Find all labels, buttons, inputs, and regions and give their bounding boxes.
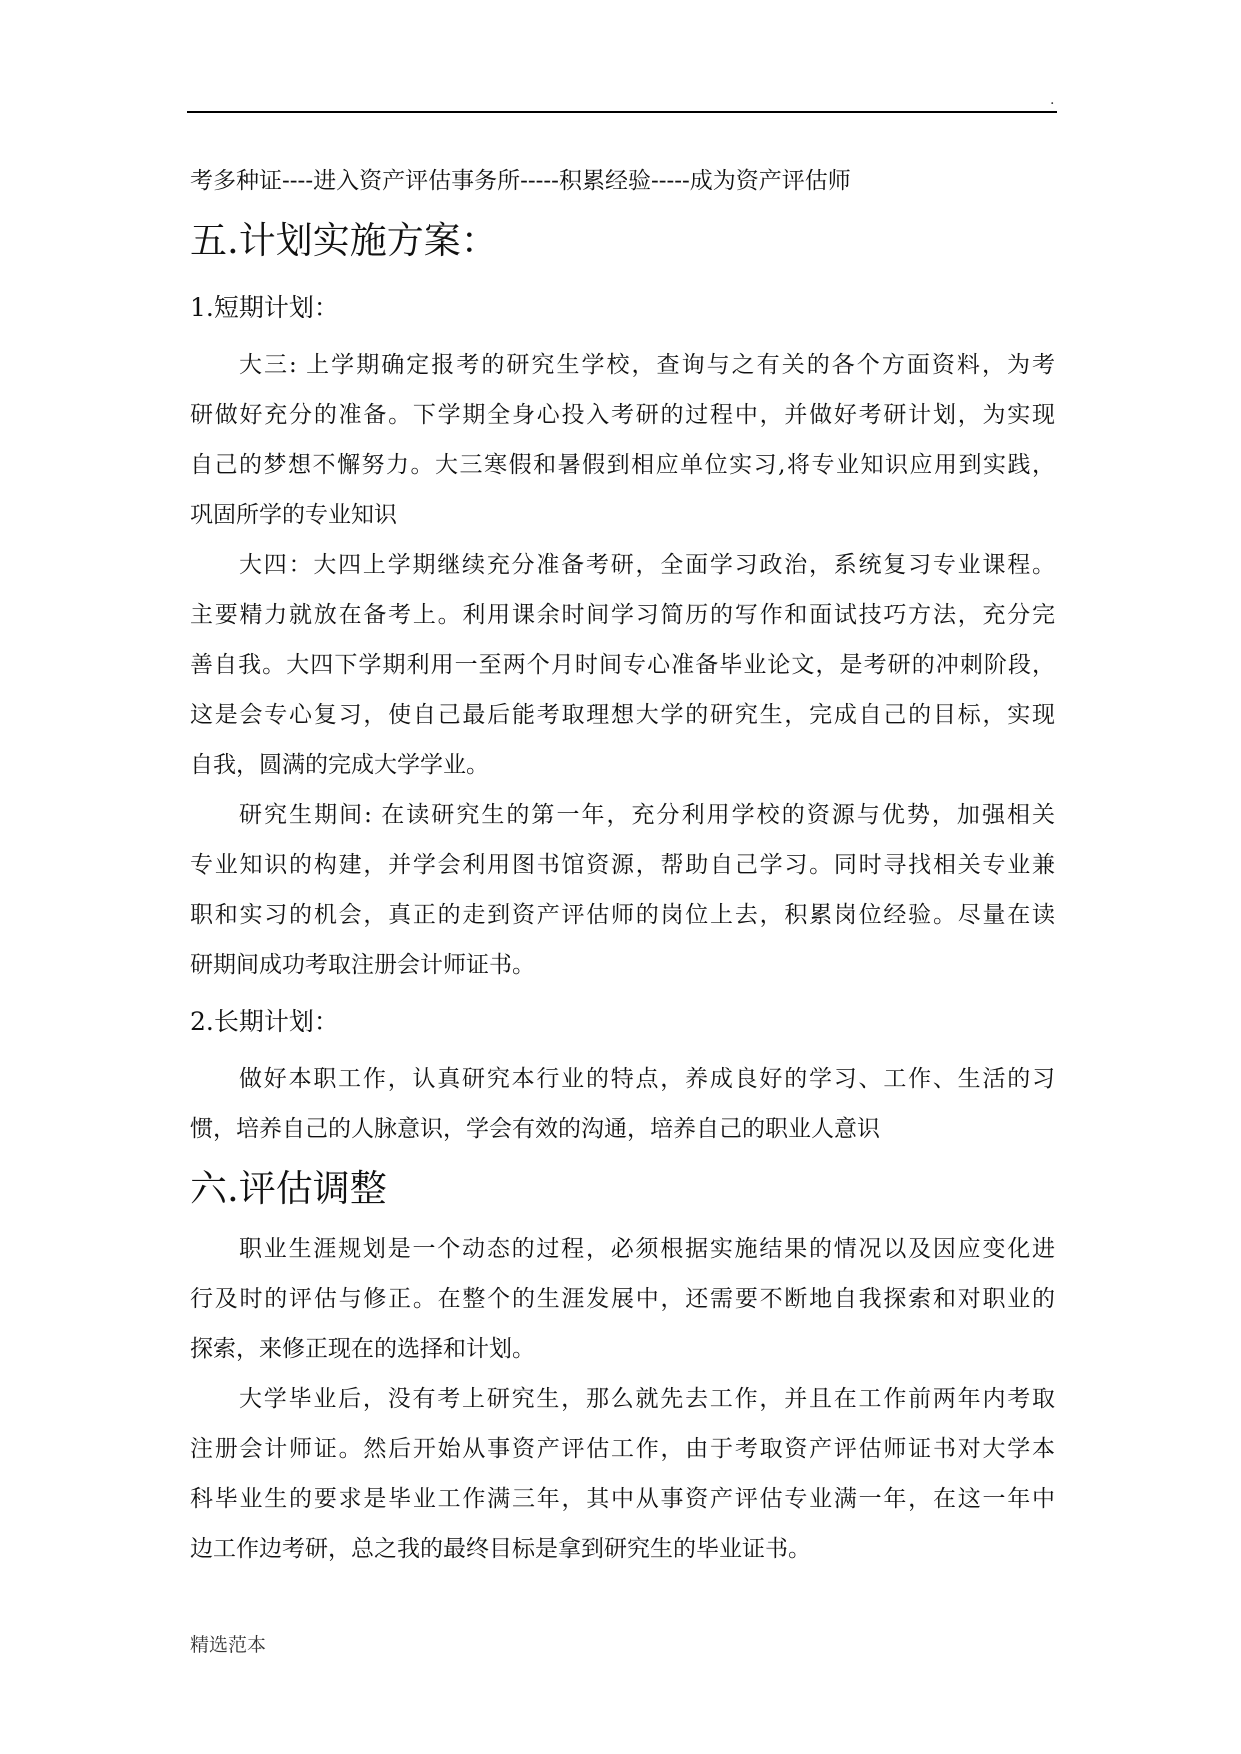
paragraph-line: 科毕业生的要求是毕业工作满三年，其中从事资产评估专业满一年，在这一年中 — [190, 1486, 1055, 1512]
paragraph-line: 注册会计师证。然后开始从事资产评估工作，由于考取资产评估师证书对大学本 — [190, 1436, 1055, 1462]
header-rule — [187, 111, 1057, 113]
paragraph-line: 这是会专心复习，使自己最后能考取理想大学的研究生，完成自己的目标，实现 — [190, 702, 1055, 728]
footer-text: 精选范本 — [190, 1634, 267, 1656]
paragraph-after-graduation — [190, 1374, 1055, 1574]
paragraph-line: 善自我。大四下学期利用一至两个月时间专心准备毕业论文，是考研的冲刺阶段， — [190, 652, 1055, 678]
long-term-title: 2.长期计划： — [190, 1007, 339, 1036]
paragraph-line: 主要精力就放在备考上。利用课余时间学习简历的写作和面试技巧方法，充分完 — [190, 602, 1055, 628]
section-title-6: 六.评估调整 — [190, 1167, 387, 1210]
paragraph-line: 自己的梦想不懈努力。大三寒假和暑假到相应单位实习,将专业知识应用到实践， — [190, 452, 1055, 478]
paragraph-line: 职和实习的机会，真正的走到资产评估师的岗位上去，积累岗位经验。尽量在读 — [190, 902, 1055, 928]
header-mark: . — [1050, 92, 1055, 108]
paragraph-line: 职业生涯规划是一个动态的过程，必须根据实施结果的情况以及因应变化进 — [239, 1236, 1055, 1262]
document-body — [190, 156, 1055, 1574]
paragraph-long-term — [190, 1054, 1055, 1154]
paragraph-line: 研期间成功考取注册会计师证书。 — [190, 952, 535, 978]
paragraph-line: 专业知识的构建，并学会利用图书馆资源，帮助自己学习。同时寻找相关专业兼 — [190, 852, 1055, 878]
paragraph-graduate-period — [190, 790, 1055, 990]
paragraph-line: 研做好充分的准备。下学期全身心投入考研的过程中，并做好考研计划，为实现 — [190, 402, 1055, 428]
paragraph-line: 惯，培养自己的人脉意识，学会有效的沟通，培养自己的职业人意识 — [190, 1116, 880, 1142]
paragraph-junior-year — [190, 340, 1055, 540]
paragraph-senior-year — [190, 540, 1055, 790]
paragraph-line: 大三: 上学期确定报考的研究生学校，查询与之有关的各个方面资料，为考 — [239, 352, 1055, 378]
paragraph-line: 巩固所学的专业知识 — [190, 502, 397, 528]
paragraph-line: 大学毕业后，没有考上研究生，那么就先去工作，并且在工作前两年内考取 — [239, 1386, 1055, 1412]
paragraph-adjustment — [190, 1224, 1055, 1374]
short-term-title: 1.短期计划： — [190, 293, 339, 322]
paragraph-line: 大四：大四上学期继续充分准备考研，全面学习政治，系统复习专业课程。 — [239, 552, 1055, 578]
paragraph-line: 做好本职工作，认真研究本行业的特点，养成良好的学习、工作、生活的习 — [239, 1066, 1055, 1092]
paragraph-line: 行及时的评估与修正。在整个的生涯发展中，还需要不断地自我探索和对职业的 — [190, 1286, 1055, 1312]
intro-line: 考多种证----进入资产评估事务所-----积累经验-----成为资产评估师 — [190, 168, 851, 194]
paragraph-line: 研究生期间: 在读研究生的第一年，充分利用学校的资源与优势，加强相关 — [239, 802, 1055, 828]
paragraph-line: 自我，圆满的完成大学学业。 — [190, 752, 489, 778]
paragraph-line: 探索，来修正现在的选择和计划。 — [190, 1336, 535, 1362]
section-title-5: 五.计划实施方案： — [190, 219, 498, 262]
paragraph-line: 边工作边考研，总之我的最终目标是拿到研究生的毕业证书。 — [190, 1536, 811, 1562]
